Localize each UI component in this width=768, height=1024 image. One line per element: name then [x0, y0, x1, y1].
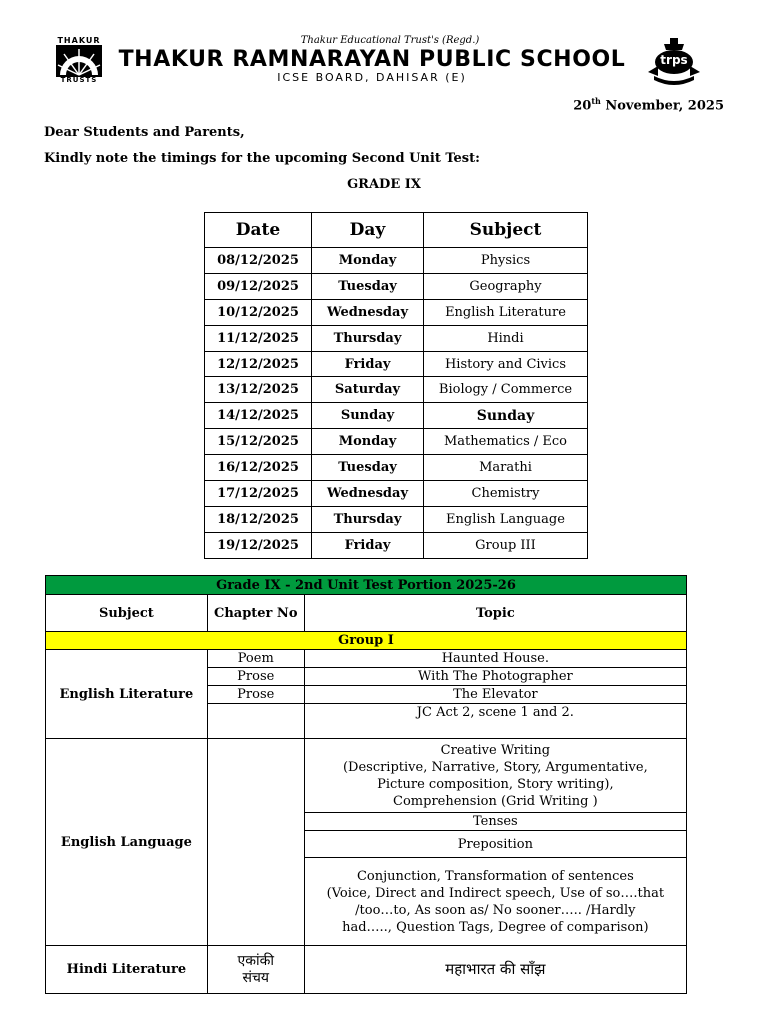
- topic-cell: Haunted House.: [304, 650, 686, 668]
- topic-cell: [304, 858, 686, 946]
- date-cell: 15/12/2025: [205, 429, 312, 455]
- chapter-cell: [207, 739, 304, 946]
- topic-line: Comprehension (Grid Writing ): [393, 793, 598, 809]
- notice-line: Kindly note the timings for the upcoming Second Unit Test:: [44, 151, 480, 166]
- col-header-subject: Subject: [46, 595, 208, 632]
- greeting: Dear Students and Parents,: [44, 125, 245, 140]
- table-row: [205, 429, 588, 455]
- date-cell: 12/12/2025: [205, 351, 312, 377]
- topic-line: Creative Writing: [440, 742, 551, 758]
- table-row: [205, 377, 588, 403]
- logo-left-bottom-text: TRUSTS: [60, 76, 98, 84]
- subject-cell: English Language: [46, 739, 208, 946]
- subject-cell: History and Civics: [424, 351, 588, 377]
- group-row: [46, 632, 687, 650]
- table-row: [205, 532, 588, 558]
- table-row: [205, 351, 588, 377]
- subject-cell: Chemistry: [424, 481, 588, 507]
- table-row: [205, 325, 588, 351]
- date-cell: 11/12/2025: [205, 325, 312, 351]
- logo-right-text: trps: [660, 53, 688, 67]
- thakur-trusts-logo: [54, 36, 104, 84]
- topic-line: (Descriptive, Narrative, Story, Argumentative,: [342, 759, 648, 775]
- subject-cell: Geography: [424, 273, 588, 299]
- subject-cell: Physics: [424, 248, 588, 274]
- subject-cell: English Literature: [424, 299, 588, 325]
- table-row: [205, 403, 588, 429]
- subject-cell: English Literature: [46, 650, 208, 739]
- date-cell: 10/12/2025: [205, 299, 312, 325]
- day-cell: Thursday: [312, 506, 424, 532]
- col-header-chapter: Chapter No: [207, 595, 304, 632]
- portion-table: [45, 575, 687, 994]
- day-cell: Friday: [312, 351, 424, 377]
- day-cell: Thursday: [312, 325, 424, 351]
- date-cell: 14/12/2025: [205, 403, 312, 429]
- topic-cell: JC Act 2, scene 1 and 2.: [304, 704, 686, 739]
- date-cell: 08/12/2025: [205, 248, 312, 274]
- day-cell: Monday: [312, 248, 424, 274]
- topic-line: Picture composition, Story writing),: [377, 776, 614, 792]
- trust-line: Thakur Educational Trust's (Regd.): [300, 35, 480, 46]
- school-subtitle: ICSE BOARD, DAHISAR (E): [277, 71, 467, 84]
- topic-cell: With The Photographer: [304, 668, 686, 686]
- date-suffix: th: [591, 96, 601, 106]
- table-row: [205, 481, 588, 507]
- subject-cell: Group III: [424, 532, 588, 558]
- date-cell: 18/12/2025: [205, 506, 312, 532]
- table-row: [205, 248, 588, 274]
- letterhead: [0, 0, 768, 96]
- day-cell: Wednesday: [312, 481, 424, 507]
- topic-line: had….., Question Tags, Degree of comparison): [342, 919, 649, 935]
- topic-cell: [304, 739, 686, 813]
- table-row: [46, 739, 687, 813]
- subject-cell: Sunday: [424, 403, 588, 429]
- chapter-cell: [207, 946, 304, 994]
- logo-left-top-text: THAKUR: [57, 36, 101, 45]
- topic-line: (Voice, Direct and Indirect speech, Use of so….that: [326, 885, 665, 901]
- date-cell: 16/12/2025: [205, 455, 312, 481]
- topic-cell: महाभारत की साँझ: [304, 946, 686, 994]
- subject-cell: Biology / Commerce: [424, 377, 588, 403]
- subject-cell: Marathi: [424, 455, 588, 481]
- day-cell: Monday: [312, 429, 424, 455]
- grade-heading: GRADE IX: [347, 177, 421, 192]
- topic-cell: Tenses: [304, 813, 686, 831]
- day-cell: Sunday: [312, 403, 424, 429]
- sunrise-icon: [56, 45, 102, 77]
- letter-date: [573, 96, 724, 113]
- trps-logo: [646, 36, 702, 86]
- date-cell: 13/12/2025: [205, 377, 312, 403]
- date-cell: 09/12/2025: [205, 273, 312, 299]
- table-row: [205, 273, 588, 299]
- day-cell: Wednesday: [312, 299, 424, 325]
- col-header-subject: Subject: [424, 213, 588, 248]
- day-cell: Tuesday: [312, 273, 424, 299]
- table-row: [46, 946, 687, 994]
- date-cell: 17/12/2025: [205, 481, 312, 507]
- portion-header-row: [46, 595, 687, 632]
- topic-line: /too…to, As soon as/ No sooner….. /Hardly: [355, 902, 636, 918]
- topic-cell: Preposition: [304, 831, 686, 858]
- exam-schedule-table: [204, 212, 588, 559]
- day-cell: Friday: [312, 532, 424, 558]
- table-row: [205, 506, 588, 532]
- subject-cell: Hindi Literature: [46, 946, 208, 994]
- chapter-cell: Poem: [207, 650, 304, 668]
- chapter-line: एकांकी: [237, 952, 274, 969]
- group-label: Group I: [46, 632, 687, 650]
- chapter-cell: Prose: [207, 686, 304, 704]
- day-cell: Tuesday: [312, 455, 424, 481]
- date-cell: 19/12/2025: [205, 532, 312, 558]
- portion-title-row: [46, 576, 687, 595]
- subject-cell: Mathematics / Eco: [424, 429, 588, 455]
- table-row: [205, 455, 588, 481]
- table-row: [205, 299, 588, 325]
- subject-cell: Hindi: [424, 325, 588, 351]
- chapter-cell: Prose: [207, 668, 304, 686]
- day-cell: Saturday: [312, 377, 424, 403]
- portion-title: Grade IX - 2nd Unit Test Portion 2025-26: [46, 576, 687, 595]
- topic-line: Conjunction, Transformation of sentences: [356, 868, 634, 884]
- col-header-topic: Topic: [304, 595, 686, 632]
- date-day: 20: [573, 98, 592, 114]
- school-name: THAKUR RAMNARAYAN PUBLIC SCHOOL: [118, 47, 626, 72]
- col-header-date: Date: [205, 213, 312, 248]
- date-rest: November, 2025: [600, 98, 724, 114]
- topic-cell: The Elevator: [304, 686, 686, 704]
- col-header-day: Day: [312, 213, 424, 248]
- chapter-cell: [207, 704, 304, 739]
- chapter-line: संचय: [242, 969, 269, 986]
- table-row: [46, 650, 687, 668]
- table-header-row: [205, 213, 588, 248]
- subject-cell: English Language: [424, 506, 588, 532]
